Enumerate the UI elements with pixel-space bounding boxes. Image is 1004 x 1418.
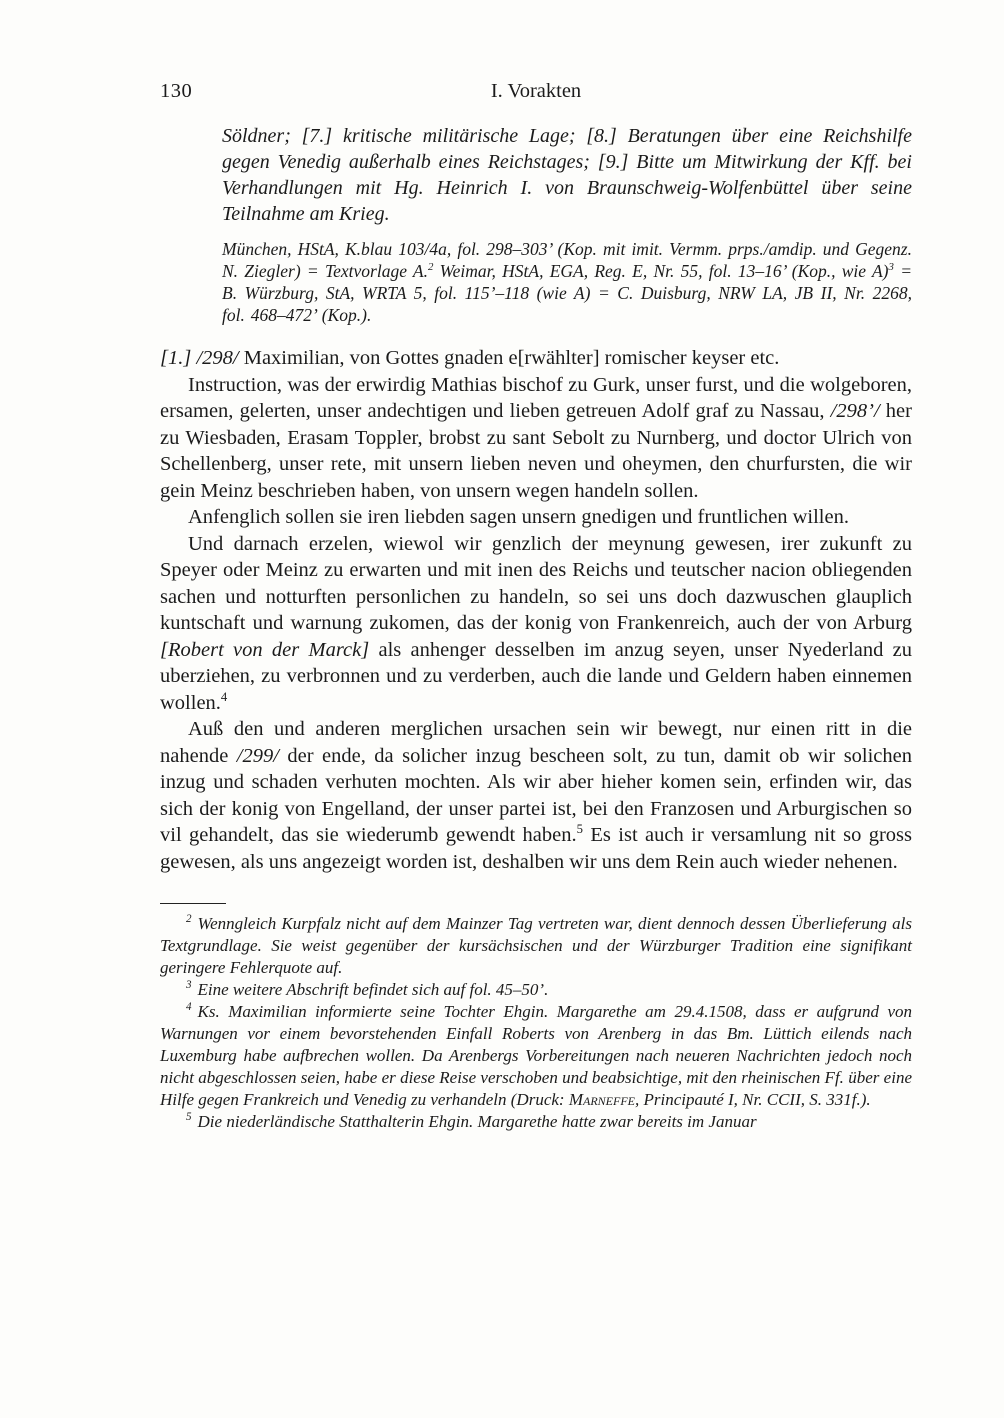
running-head: I. Vorakten <box>490 80 582 102</box>
page-number: 130 <box>160 80 193 102</box>
footnote <box>160 1001 912 1111</box>
body-paragraph: Und darnach erzelen, wiewol wir genzlich der meynung gewesen, irer zukunft zu Speyer oder Meinz zu erwarten und mit inen des Reichs und teutscher nacion obliegenden sachen und notturften personlichen zu handeln, so sei uns doch dazwuschen glauplich kuntschaft und warnung zukomen, das der konig von Frankenreich, auch der von Arburg [Robert von der Marck] als anhenger desselben im anzug seyen, unser Nyederland zu uberziehen, zu verbronnen und zu verderben, auch die lande und Geldern haben einnemen wollen.$^4$ <box>160 532 913 714</box>
footnote-marker: 2 <box>186 913 192 926</box>
footnote-marker: 3 <box>186 979 192 992</box>
page-header <box>160 80 912 107</box>
body-paragraph: Anfenglich sollen sie iren liebden sagen unsern gnedigen und fruntlichen willen. <box>188 506 849 528</box>
footnote-text: Eine weitere Abschrift befindet sich auf fol. 45–50’. <box>197 980 549 999</box>
footnote-rule <box>160 903 226 904</box>
footnote <box>160 1111 912 1133</box>
footnote <box>160 979 912 1001</box>
body-paragraph: Auß den und anderen merglichen ursachen sein wir bewegt, nur einen ritt in die nahende /299/ der ende, da solicher inzug bescheen solt, zu tun, damit ob wir solichen inzug und schaden verhuten mochten. Als wir aber hieher komen sein, erfinden wir, das sich der konig von Engelland, der unser partei ist, bei den Franzosen und Arburgischen so vil gehandelt, das sie wiederumb gewendt haben.$^5$ Es ist auch ir versamlung nit so gross gewesen, als uns angezeigt worden ist, deshalben wir uns dem Rein auch wieder nehenen. <box>160 718 913 873</box>
source-note: München, HStA, K.blau 103/4a, fol. 298–303’ (Kop. mit imit. Vermm. prps./amdip. und Gegenz. N. Ziegler) = Textvorlage A.$^2$ Weimar, HStA, EGA, Reg. E, Nr. 55, fol. 13–16’ (Kop., wie A)$^3$ = B. Würzburg, StA, WRTA 5, fol. 115’–118 (wie A) = C. Duisburg, NRW LA, JB II, Nr. 2268, fol. 468–472’ (Kop.). <box>222 239 912 325</box>
footnote-marker: 4 <box>186 1001 192 1014</box>
body-paragraph: [1.] /298/ Maximilian, von Gottes gnaden e[rwählter] romischer keyser etc. <box>160 347 780 369</box>
footnote-text: Wenngleich Kurpfalz nicht auf dem Mainzer Tag vertreten war, dient dennoch dessen Überlieferung als Textgrundlage. Sie weist gegenüber der kursächsischen und der Würzburger Tradition eine signifikant geringere Fehlerquote auf. <box>160 914 912 977</box>
footnote-text: Die niederländische Statthalterin Ehgin. Margarethe hatte zwar bereits im Januar <box>197 1112 757 1131</box>
headnote-summary: Söldner; [7.] kritische militärische Lage; [8.] Beratungen über eine Reichshilfe gegen Venedig außerhalb eines Reichstages; [9.] Bitte um Mitwirkung der Kff. bei Verhandlungen mit Hg. Heinrich I. von Braunschweig-Wolfenbüttel über seine Teilnahme am Krieg. <box>222 125 912 225</box>
document-body <box>160 345 912 875</box>
footnote-marker: 5 <box>186 1111 192 1124</box>
footnote <box>160 913 912 979</box>
footnote-section <box>160 913 912 1133</box>
body-paragraph: Instruction, was der erwirdig Mathias bischof zu Gurk, unser furst, und die wolgeboren, ersamen, gelerten, unser andechtigen und lieben getreuen Adolf graf zu Nassau, /298’/ her zu Wiesbaden, Erasam Toppler, brobst zu sant Sebolt zu Nurnberg, und doctor Ulrich von Schellenberg, unser rete, mit unsern lieben neven und oheymen, den churfursten, die wir gein Meinz beschrieben haben, von unsern wegen handeln sollen. <box>160 373 912 502</box>
footnote-text: Ks. Maximilian informierte seine Tochter Ehgin. Margarethe am 29.4.1508, dass er aufgrund von Warnungen vor einem bevorstehenden Einfall Roberts von Arenberg in das Bm. Lüttich eilends nach Luxemburg habe aufbrechen wollen. Da Arenbergs Vorbereitungen nach neueren Nachrichten jedoch noch nicht abgeschlossen seien, habe er diese Reise verschoben und beabsichtige, mit den rheinischen Ff. über eine Hilfe gegen Frankreich und Venedig zu verhandeln (Druck: Marneffe, Principauté I, Nr. CCII, S. 331f.). <box>160 1002 912 1109</box>
